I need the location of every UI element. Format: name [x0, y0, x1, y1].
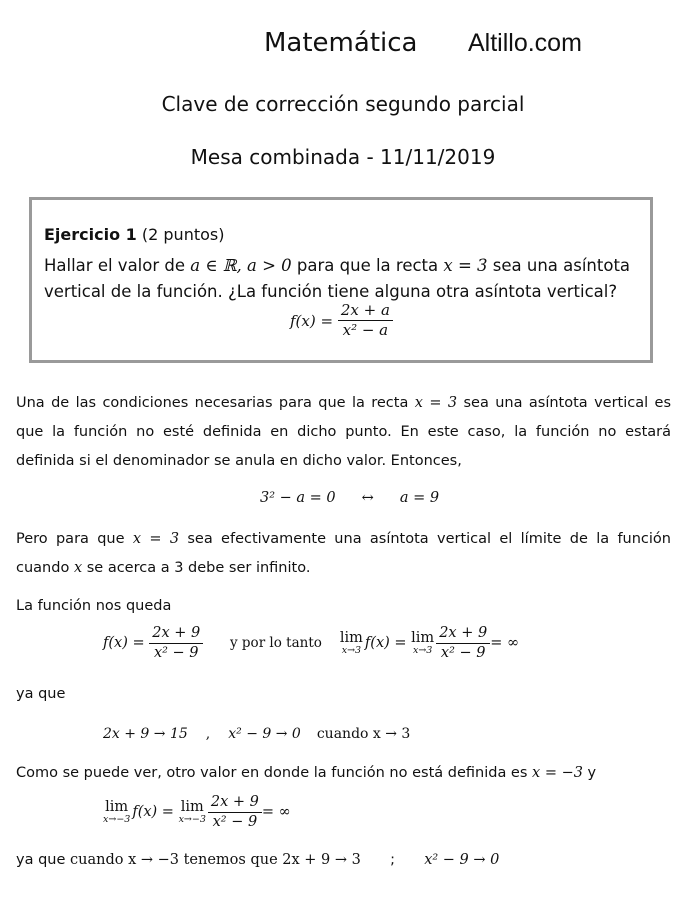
exercise-line-2: vertical de la función. ¿La función tiene alguna otra asíntota vertical?	[44, 282, 618, 301]
header-site: Altillo.com	[468, 29, 582, 57]
ya-que-label: ya que	[16, 686, 66, 702]
exercise-title	[44, 225, 224, 244]
solution-paragraph-4: Como se puede ver, otro valor en donde la función no está definida es x = −3 y	[16, 765, 597, 781]
title-line-2: Mesa combinada - 11/11/2019	[190, 145, 496, 169]
math-inline: a ∈ ℝ, a > 0	[190, 256, 292, 275]
fraction: $\frac{2x + 9}{\text{x² − 9}}$	[436, 625, 490, 661]
fraction: $\frac{2x + 9}{\text{x² − 9}}$	[149, 625, 203, 661]
header-subject: Matemática	[264, 28, 418, 58]
limit-positive: y por lo tanto lim x→3 f(x) = lim x→3 $\frac{2x + 9}{\text{x² − 9}}$ = ∞	[230, 625, 520, 661]
title-line-1: Clave de corrección segundo parcial	[161, 92, 525, 116]
fraction: $\frac{2x + 9}{\text{x² − 9}}$	[208, 794, 262, 830]
exercise-title-bold: Ejercicio 1	[44, 225, 137, 244]
conditions-line: 2x + 9 → 15 , x² − 9 → 0 cuando x → 3	[103, 726, 411, 742]
function-definition: f(x) = $\frac{2x + 9}{\text{x² − 9}}$	[103, 625, 203, 661]
exercise-box	[29, 197, 653, 363]
exercise-points: (2 puntos)	[141, 225, 225, 244]
fraction: $\frac{2x + a}{\text{x² − a}}$	[338, 302, 393, 340]
math-inline: x = 3	[443, 256, 488, 275]
final-line: ya que cuando x → −3 tenemos que 2x + 9 → 3 ; x² − 9 → 0	[16, 852, 500, 868]
exercise-formula: f(x) = $\frac{2x + a}{\text{x² − a}}$	[290, 302, 393, 340]
solution-paragraph-3: La función nos queda	[16, 598, 172, 614]
solution-paragraph-2: Pero para que x = 3 sea efectivamente una asíntota vertical el límite de la función cuando x se acerca a 3 debe ser infinito.	[16, 531, 671, 576]
exercise-line-1: Hallar el valor de a ∈ ℝ, a > 0 para que la recta x = 3 sea una asíntota	[44, 256, 631, 275]
limit-negative: lim x→−3 f(x) = lim x→−3 $\frac{2x + 9}{\text{x² − 9}}$ = ∞	[103, 794, 291, 830]
equation-a: 3² − a = 0 ↔ a = 9	[260, 490, 440, 506]
solution-paragraph-1: Una de las condiciones necesarias para que la recta x = 3 sea una asíntota vertical es que la función no esté definida en dicho punto. En este caso, la función no estará definida si el denominador se anula en dicho valor. Entonces,	[16, 395, 671, 469]
